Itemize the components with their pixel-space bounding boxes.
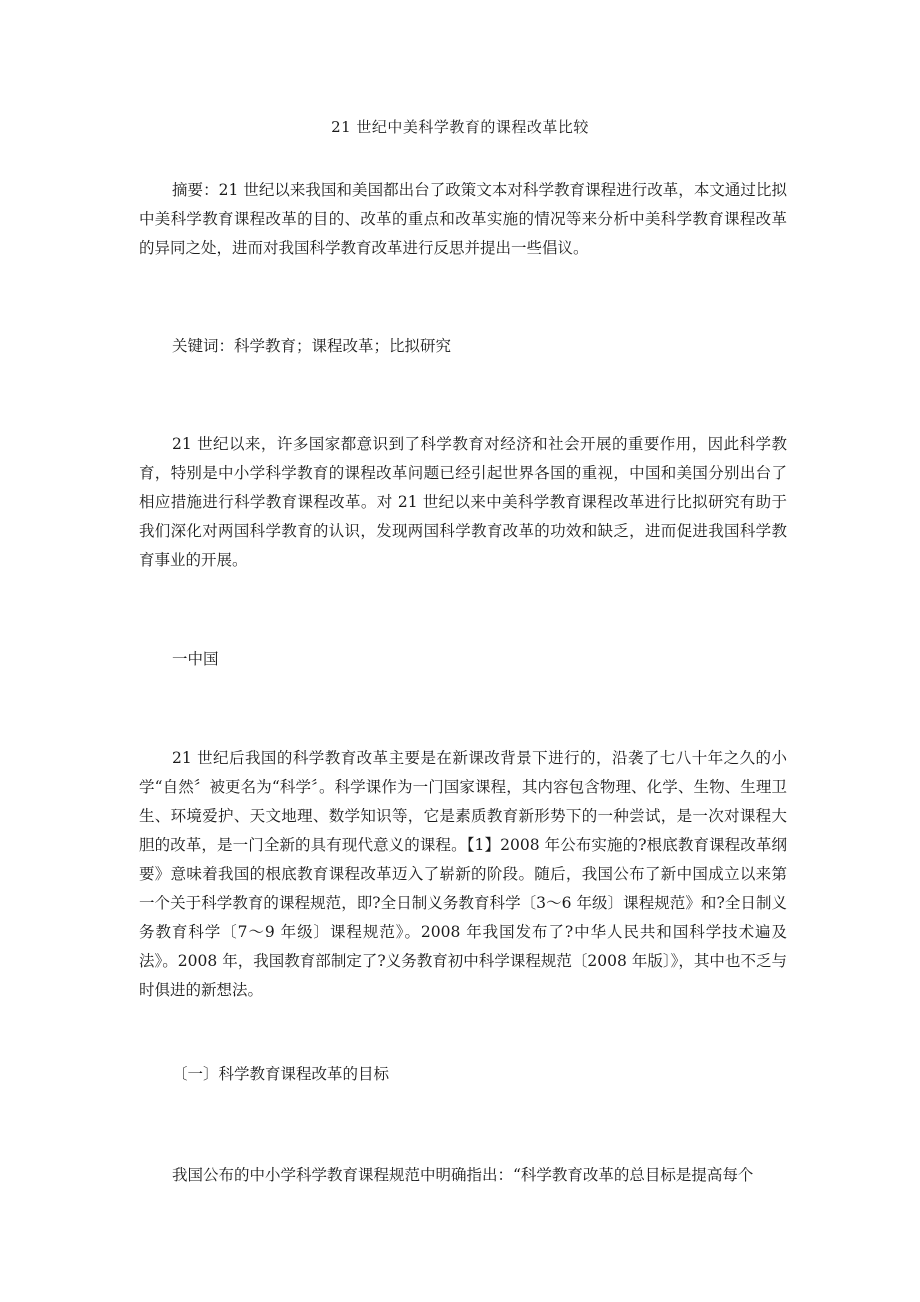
abstract-paragraph: 摘要：21 世纪以来我国和美国都出台了政策文本对科学教育课程进行改革，本文通过比拟中美科学教育课程改革的目的、改革的重点和改革实施的情况等来分析中美科学教育课程改革的异同之处，进而对我国科学教育改革进行反思并提出一些倡议。 — [139, 181, 787, 257]
document-title: 21 世纪中美科学教育的课程改革比较 — [331, 118, 589, 136]
subsection-heading-goals: 〔一〕科学教育课程改革的目标 — [172, 1065, 390, 1083]
keywords-line: 关键词：科学教育；课程改革；比拟研究 — [172, 337, 452, 355]
section-body-china: 21 世纪后我国的科学教育改革主要是在新课改背景下进行的，沿袭了七八十年之久的小学“自然〞被更名为“科学〞。科学课作为一门国家课程，其内容包含物理、化学、生物、生理卫生、环境爱护、天文地理、数学知识等，它是素质教育新形势下的一种尝试，是一次对课程大胆的改革，是一门全新的具有现代意义的课程。【1】2008 年公布实施的?根底教育课程改革纲要》意味着我国的根底教育课程改革迈入了崭新的阶段。随后，我国公布了新中国成立以来第一个关于科学教育的课程规范，即?全日制义务教育科学〔3～6 年级〕课程规范》和?全日制义务教育科学〔7～9 年级〕课程规范》。2008 年我国发布了?中华人民共和国科学技术遍及法》。2008 年，我国教育部制定了?义务教育初中科学课程规范〔2008 年版〕》，其中也不乏与时俱进的新想法。 — [139, 749, 787, 999]
section-heading-china: 一中国 — [172, 650, 219, 668]
intro-paragraph: 21 世纪以来，许多国家都意识到了科学教育对经济和社会开展的重要作用，因此科学教育，特别是中小学科学教育的课程改革问题已经引起世界各国的重视，中国和美国分别出台了相应措施进行科学教育课程改革。对 21 世纪以来中美科学教育课程改革进行比拟研究有助于我们深化对两国科学教育的认识，发现两国科学教育改革的功效和缺乏，进而促进我国科学教育事业的开展。 — [139, 435, 787, 569]
subsection-body-goals: 我国公布的中小学科学教育课程规范中明确指出：“科学教育改革的总目标是提高每个 — [172, 1166, 754, 1184]
